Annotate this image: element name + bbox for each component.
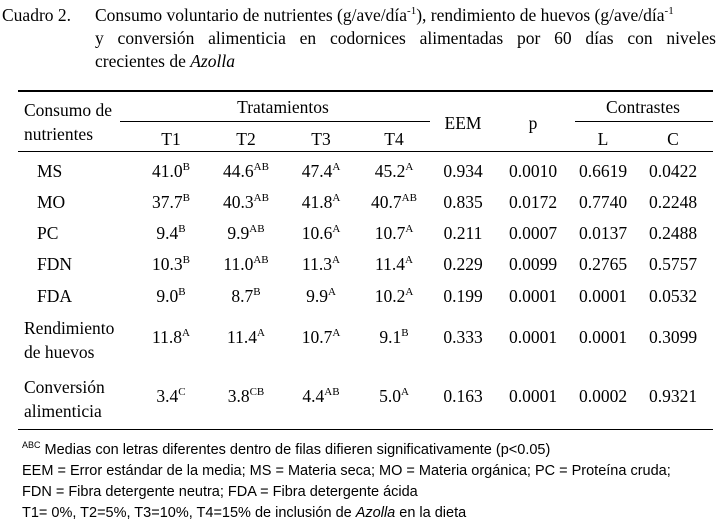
footnote-abbreviations: EEM = Error estándar de la media; MS = Materia seca; MO = Materia orgánica; PC = Proteína cruda; [22, 463, 671, 479]
caption-label: Cuadro 2. [2, 5, 72, 25]
row-label-line2: alimenticia [24, 401, 102, 421]
row-t4-value: $40.7^{AB}$ [371, 192, 417, 212]
row-label: Rendimiento [24, 318, 115, 338]
header-tratamientos: Tratamientos [237, 97, 329, 117]
header-t1: T1 [161, 129, 181, 149]
row-l-value: 0.0137 [578, 223, 628, 243]
row-t2-value: $9.9^{AB}$ [227, 223, 265, 243]
header-t3: T3 [311, 129, 331, 149]
row-t1-value: $9.4^B$ [156, 223, 186, 243]
tratamientos-underline [120, 121, 430, 122]
header-p: p [528, 113, 538, 133]
row-c-value: 0.2488 [648, 223, 698, 243]
row-c-value: 0.0422 [648, 161, 698, 181]
footnote-fiber: FDN = Fibra detergente neutra; FDA = Fibra detergente ácida [22, 484, 418, 500]
row-p-value: 0.0007 [508, 223, 558, 243]
row-t2-value: $8.7^B$ [231, 286, 261, 306]
row-label-line2: de huevos [24, 342, 95, 362]
row-t2-value: $3.8^{CB}$ [227, 386, 265, 406]
row-l-value: 0.0001 [578, 286, 628, 306]
row-c-value: 0.2248 [648, 192, 698, 212]
row-t3-value: $41.8^A$ [301, 192, 341, 212]
row-t4-value: $9.1^B$ [379, 327, 409, 347]
row-t1-value: $9.0^B$ [156, 286, 186, 306]
row-t1-value: $3.4^C$ [156, 386, 186, 406]
row-t4-value: $5.0^A$ [379, 386, 409, 406]
header-t2: T2 [236, 129, 256, 149]
row-label: Conversión [24, 377, 105, 397]
header-consumo-line2: nutrientes [24, 124, 94, 144]
row-eem-value: 0.163 [443, 386, 483, 406]
caption-line-3: crecientes de Azolla [95, 51, 235, 71]
row-c-value: 0.9321 [648, 386, 698, 406]
table-bottom-rule [18, 429, 713, 430]
row-eem-value: 0.333 [443, 327, 483, 347]
row-p-value: 0.0099 [508, 254, 558, 274]
row-c-value: 0.5757 [648, 254, 698, 274]
caption-line-1: Consumo voluntario de nutrientes (g/ave/día$^{-1}$), rendimiento de huevos (g/ave/día$^{-1}$ [95, 5, 674, 25]
row-p-value: 0.0001 [508, 286, 558, 306]
row-p-value: 0.0172 [508, 192, 558, 212]
row-t1-value: $11.8^A$ [152, 327, 190, 347]
row-label: PC [37, 223, 59, 243]
row-t3-value: $10.6^A$ [301, 223, 341, 243]
row-t2-value: $40.3^{AB}$ [223, 192, 269, 212]
contrastes-underline [575, 121, 713, 122]
row-l-value: 0.2765 [578, 254, 628, 274]
row-l-value: 0.0001 [578, 327, 628, 347]
row-p-value: 0.0001 [508, 327, 558, 347]
row-t4-value: $10.2^A$ [374, 286, 414, 306]
header-contrastes: Contrastes [606, 97, 680, 117]
row-label: MS [37, 161, 63, 181]
row-t3-value: $11.3^A$ [302, 254, 340, 274]
row-c-value: 0.0532 [648, 286, 698, 306]
row-p-value: 0.0010 [508, 161, 558, 181]
row-t1-value: $41.0^B$ [152, 161, 190, 181]
row-t4-value: $45.2^A$ [374, 161, 414, 181]
header-consumo-line1: Consumo de [24, 100, 112, 120]
row-t3-value: $9.9^A$ [306, 286, 336, 306]
row-t3-value: $10.7^A$ [301, 327, 341, 347]
row-eem-value: 0.211 [443, 223, 483, 243]
row-eem-value: 0.229 [443, 254, 483, 274]
table-top-rule [18, 90, 713, 92]
row-p-value: 0.0001 [508, 386, 558, 406]
header-l: L [597, 129, 609, 149]
row-c-value: 0.3099 [648, 327, 698, 347]
header-c: C [667, 129, 679, 149]
row-eem-value: 0.199 [443, 286, 483, 306]
row-eem-value: 0.835 [443, 192, 483, 212]
row-label: MO [37, 192, 66, 212]
row-t4-value: $10.7^A$ [374, 223, 414, 243]
row-t1-value: $10.3^B$ [152, 254, 190, 274]
row-label: FDN [37, 254, 73, 274]
footnote-significance: $^{ABC}$ Medias con letras diferentes dentro de filas difieren significativamente (p<0.05) [22, 440, 551, 458]
header-t4: T4 [384, 129, 404, 149]
footnote-treatments: T1= 0%, T2=5%, T3=10%, T4=15% de inclusión de Azolla en la dieta [22, 505, 467, 521]
row-t2-value: $44.6^{AB}$ [223, 161, 269, 181]
row-l-value: 0.0002 [578, 386, 628, 406]
row-t2-value: $11.4^A$ [227, 327, 265, 347]
row-t3-value: $47.4^A$ [301, 161, 341, 181]
row-t2-value: $11.0^{AB}$ [223, 254, 269, 274]
row-t4-value: $11.4^A$ [375, 254, 413, 274]
row-l-value: 0.6619 [578, 161, 628, 181]
header-eem: EEM [444, 113, 482, 133]
row-t3-value: $4.4^{AB}$ [302, 386, 340, 406]
row-t1-value: $37.7^B$ [152, 192, 190, 212]
header-bottom-rule [18, 151, 713, 152]
caption-line-2: y conversión alimenticia en codornices alimentadas por 60 días con niveles [95, 28, 716, 48]
row-l-value: 0.7740 [578, 192, 628, 212]
row-eem-value: 0.934 [443, 161, 483, 181]
row-label: FDA [37, 286, 73, 306]
